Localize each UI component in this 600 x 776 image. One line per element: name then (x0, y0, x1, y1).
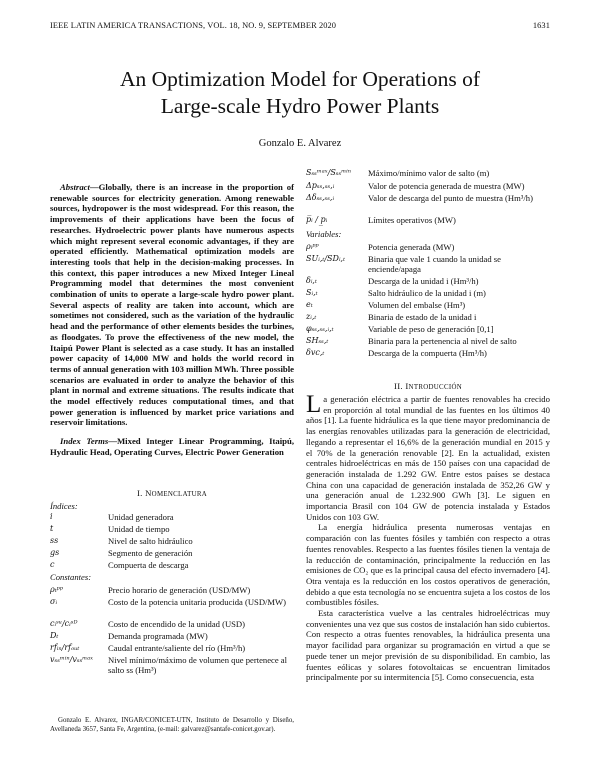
nomenclature-description: Salto hidráulico de la unidad i (m) (368, 287, 486, 298)
indices-label: Índices: (50, 501, 78, 511)
nomenclature-row (306, 312, 548, 323)
abstract (50, 182, 294, 428)
nomenclature-row (50, 597, 288, 608)
nomenclature-symbol: Δδₛₛ,ₛₛ,ᵢ (306, 193, 335, 202)
nomenclature-description: Binaria que vale 1 cuando la unidad se enciende/apaga (368, 253, 501, 275)
nomenclature-description: Nivel mínimo/máximo de volumen que pertenece al salto ss (Hm³) (108, 654, 287, 676)
variables-label: Variables: (306, 229, 342, 239)
paper-title (0, 66, 600, 120)
intro-paragraph-3: Esta característica vuelve a las centrales hidroeléctricas muy convenientes una vez que sus costos de instalación han sido cubiertos. Con respecto a otras fuentes renovables, la hidráulica presenta una mayor facilidad para organizar su programación en virtud a que se puede tener un mejor previsión de su disponibilidad. En cambio, las fuentes eólicas y solares fotovoltaicas se encuentran limitados principalmente por su intermitencia [5]. Como consecuencia, esta (306, 608, 550, 683)
section-heading-introduccion: II. INTRODUCCIÓN (394, 381, 462, 391)
nomenclature-symbol: SUᵢ,ₜ/SDᵢ,ₜ (306, 253, 346, 263)
nomenclature-description: Unidad de tiempo (108, 524, 170, 535)
nomenclature-symbol: φₛₛ,ₛₛ,ᵢ,ₜ (306, 323, 334, 333)
intro-body (306, 391, 550, 683)
nomenclature-row (50, 548, 288, 559)
nomenclature-row (306, 348, 548, 359)
nomenclature-row (50, 560, 288, 571)
abstract-label: Abstract (60, 182, 90, 192)
nomenclature-symbol: Dₜ (50, 630, 59, 640)
nomenclature-description: Unidad generadora (108, 512, 174, 522)
nomenclature-description: Valor de potencia generada de muestra (MW) (368, 180, 525, 191)
nomenclature-symbol: SHₛₛ,ₜ (306, 335, 329, 345)
nomenclature-description: Segmento de generación (108, 548, 193, 559)
nomenclature-row (50, 655, 288, 676)
nomenclature-row (306, 215, 548, 226)
nomenclature-symbol: Sₛₛᵐᵃˣ/Sₛₛᵐⁱⁿ (306, 168, 351, 177)
nomenclature-row (306, 181, 548, 192)
nomenclature-row (50, 631, 288, 642)
nomenclature-description: Precio horario de generación (USD/MW) (108, 584, 251, 595)
nomenclature-symbol: rfᵢₙ/rfₒᵤₜ (50, 642, 80, 652)
nomenclature-row (306, 288, 548, 299)
title-line-1: An Optimization Model for Operations of (119, 67, 481, 91)
nomenclature-description: Costo de encendido de la unidad (USD) (108, 618, 245, 629)
nomenclature-description: Caudal entrante/saliente del río (Hm³/h) (108, 642, 246, 653)
nomenclature-description: Binaria para la pertenencia al nivel de salto (368, 335, 517, 346)
nomenclature-symbol: ρᵢᵖᵖ (306, 242, 319, 251)
nomenclature-symbol: gs (50, 548, 60, 558)
nomenclature-row (50, 643, 288, 654)
nomenclature-row (306, 242, 548, 253)
nomenclature-description: Potencia generada (MW) (368, 242, 455, 252)
index-terms-label: Index Terms (60, 436, 109, 446)
nomenclature-description: Costo de la potencia unitaria producida (USD/MW) (108, 596, 287, 607)
page-number: 1631 (532, 21, 550, 30)
nomenclature-symbol: i (50, 512, 53, 521)
nomenclature-row (306, 300, 548, 311)
nomenclature-row (50, 536, 288, 547)
nomenclature-description: Nivel de salto hidráulico (108, 536, 193, 547)
nomenclature-description: Valor de descarga del punto de muestra (Hm³/h) (368, 193, 533, 203)
index-terms (50, 436, 294, 457)
abstract-text: —Globally, there is an increase in the proportion of renewable sources for electricity generation. Among renewable sources, hydropower is the most widespread. For this reason, the improvements of their applications have been the focus of researches. Hydroelectric power plants have numerous aspects which might represent several economic advantages, if they are operated efficiently. Mathematical optimization models are interesting tools that help in the decision-making processes. In this context, this paper introduces a new Mixed Integer Lineal Programming model that determines the most convenient combination of units to operate a large-scale hydro power plant. Several aspects of reality are taken into account, which are sometimes not considered, such as the variation of the hydraulic head and the performance of other elements besides the turbines, as floodgates. To prove the effectiveness of the new model, the Itaipú Power Plant is selected as a case study. It has an installed power capacity of 14,000 MW and holds the world record in terms of annual generation with 103 million MWh. Three possible scenarios are evaluated in order to analyze the behavior of this plant in normal and extreme situations. The results indicate that the model effectively reduces computational times, and that power generation is influenced by market price variations and reservoir limitations. (50, 182, 294, 428)
nomenclature-row (306, 254, 548, 275)
nomenclature-row (306, 324, 548, 335)
nomenclature-row (306, 276, 548, 287)
intro-paragraph-1: La generación eléctrica a partir de fuentes renovables ha crecido en proporción al total mundial de las fuentes en los últimos 40 años [1]. La fuente hidráulica es la que tiene mayor predominancia de las energías renovables utilizadas para la generación de electricidad, llegando a representar el 16,6% de la generación mundial en 2015 y el 70% de la generación renovable [2]. En la actualidad, existen centrales hidroeléctricas en más de 150 países con una capacidad de generación instalada de 1.292 GW. Entre estos países se destaca China con una capacidad de generación instalada de 352,26 GW y una generación anual de 1.232.900 GWh [3]. Le siguen en importancia Brasil con 104 GW de potencia instalada y Estados Unidos con 103 GW. (306, 391, 550, 522)
nomenclature-symbol: zᵢ,ₜ (306, 311, 317, 321)
constants-label: Constantes: (50, 571, 92, 582)
nomenclature-symbol: p̅ᵢ / p̲ᵢ (306, 215, 328, 224)
nomenclature-symbol: vₛₛᵐⁱⁿ/vₛₛᵐᵃˣ (50, 654, 94, 664)
nomenclature-description: Volumen del embalse (Hm³) (368, 299, 466, 310)
nomenclature-description: Descarga de la compuerta (Hm³/h) (368, 347, 487, 358)
nomenclature-row (50, 585, 288, 596)
nomenclature-symbol: ρₜᵖᵖ (50, 584, 64, 594)
nomenclature-description: Límites operativos (MW) (368, 215, 456, 225)
drop-cap: L (306, 391, 322, 418)
nomenclature-row (50, 512, 288, 523)
nomenclature-row (306, 336, 548, 347)
running-header: IEEE LATIN AMERICA TRANSACTIONS, VOL. 18, NO. 9, SEPTEMBER 2020 (50, 21, 337, 30)
nomenclature-symbol: Sᵢ,ₜ (306, 287, 318, 297)
intro-paragraph-2: La energía hidráulica presenta numerosas ventajas en comparación con las fuentes fósiles y también con respecto a otras fuentes renovables. Respecto a las fuentes fósiles tienen la ventaja de la reducción de contaminación, principalmente la reducción en las emisiones de CO₂ que es la principal causa del efecto invernadero [4]. Otra ventaja es la reducción en los costos operativos de generación, debido a que esta tecnología no se encuentra sujeta a los costos de los combustibles fósiles. (306, 522, 550, 608)
nomenclature-description: Variable de peso de generación [0,1] (368, 323, 494, 334)
nomenclature-description: Demanda programada (MW) (108, 630, 208, 641)
nomenclature-description: Binaria de estado de la unidad i (368, 311, 477, 322)
title-line-2: Large-scale Hydro Power Plants (160, 94, 440, 118)
nomenclature-row (306, 168, 548, 179)
nomenclature-symbol: cᵢˢᵘ/cᵢˢᴰ (50, 618, 78, 628)
nomenclature-symbol: eₜ (306, 299, 313, 309)
nomenclature-symbol: c (50, 560, 55, 570)
index-terms-text: —Mixed Integer Linear Programming, Itaipú, Hydraulic Head, Operating Curves, Electric Power Generation (50, 436, 295, 457)
nomenclature-description: Descarga de la unidad i (Hm³/h) (368, 275, 479, 286)
nomenclature-symbol: δᵢ,ₜ (306, 275, 317, 285)
nomenclature-row (306, 193, 548, 204)
nomenclature-symbol: δvc,ₜ (306, 347, 325, 357)
nomenclature-description: Máximo/mínimo valor de salto (m) (368, 168, 490, 178)
nomenclature-description: Compuerta de descarga (108, 560, 189, 571)
author: Gonzalo E. Alvarez (258, 138, 342, 149)
section-heading-nomenclature: I. NOMENCLATURA (136, 488, 208, 498)
nomenclature-row (50, 619, 288, 630)
nomenclature-row (50, 524, 288, 535)
nomenclature-symbol: σᵢ (50, 596, 58, 606)
nomenclature-symbol: ss (50, 536, 59, 546)
nomenclature-symbol: t (50, 524, 54, 534)
author-footnote: Gonzalo E. Alvarez, INGAR/CONICET-UTN, Instituto de Desarrollo y Diseño, Avellaneda 3657, Santa Fe, Argentina, (e-mail: galvarez@santafe-conicet.gov.ar). (50, 717, 294, 733)
nomenclature-symbol: Δpₛₛ,ₛₛ,ᵢ (306, 180, 335, 190)
